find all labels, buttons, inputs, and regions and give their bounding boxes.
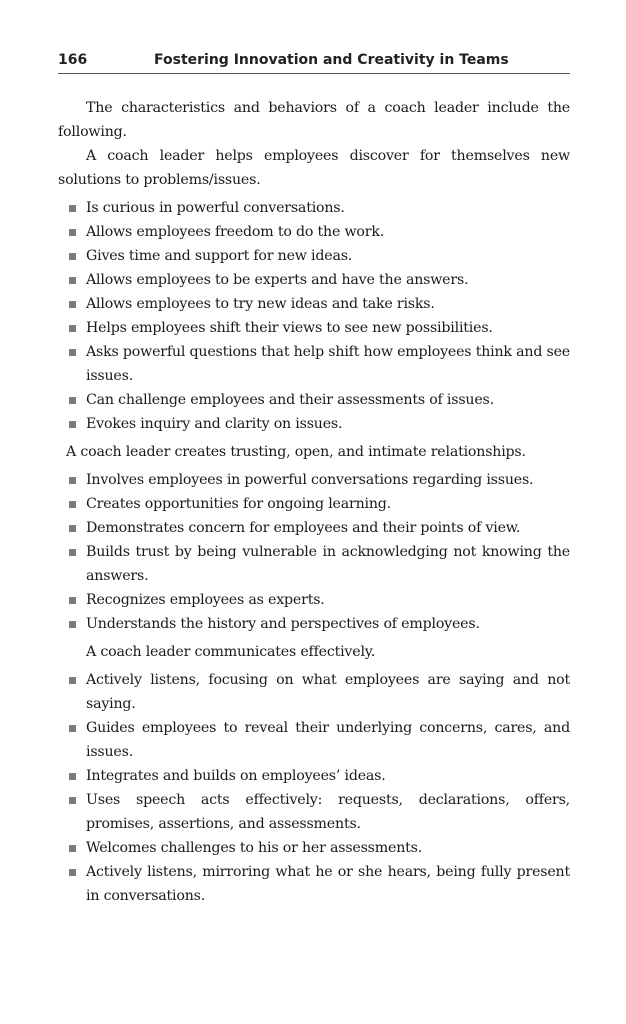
running-header (58, 52, 570, 74)
list-item (58, 540, 570, 588)
list-item-text: Involves employees in powerful conversations regarding issues. (86, 472, 534, 488)
list-item (58, 788, 570, 836)
bullet-square-icon (69, 797, 76, 804)
list-item-text: Demonstrates concern for employees and their points of view. (86, 520, 521, 536)
bullet-square-icon (69, 277, 76, 284)
list-item (58, 716, 570, 764)
list-item-text: Can challenge employees and their assessments of issues. (86, 392, 494, 408)
bullet-square-icon (69, 301, 76, 308)
list-item-text: Understands the history and perspectives of employees. (86, 616, 480, 632)
list-item-text: Allows employees freedom to do the work. (86, 224, 385, 240)
bullet-square-icon (69, 621, 76, 628)
bullet-square-icon (69, 725, 76, 732)
list-item-text: Asks powerful questions that help shift how employees think and see issues. (86, 344, 570, 384)
intro-paragraph-1: The characteristics and behaviors of a coach leader include the following. (58, 100, 570, 140)
book-page (58, 52, 570, 912)
list-item-text: Builds trust by being vulnerable in acknowledging not knowing the answers. (86, 544, 570, 584)
list-item (58, 268, 570, 292)
list-item-text: Gives time and support for new ideas. (86, 248, 353, 264)
list-item (58, 588, 570, 612)
bullet-square-icon (69, 597, 76, 604)
bullet-square-icon (69, 677, 76, 684)
bullet-square-icon (69, 397, 76, 404)
list-item (58, 244, 570, 268)
list-item-text: Helps employees shift their views to see new possibilities. (86, 320, 493, 336)
bullet-list-relationships (58, 468, 570, 636)
bullet-square-icon (69, 845, 76, 852)
list-item-text: Welcomes challenges to his or her assessments. (86, 840, 423, 856)
page-body (58, 96, 570, 908)
list-item (58, 196, 570, 220)
list-item-text: Uses speech acts effectively: requests, declarations, offers, promises, assertions, and assessments. (86, 792, 570, 832)
list-item (58, 316, 570, 340)
bullet-square-icon (69, 773, 76, 780)
list-item-text: Allows employees to try new ideas and take risks. (86, 296, 435, 312)
bullet-square-icon (69, 229, 76, 236)
list-item-text: Creates opportunities for ongoing learning. (86, 496, 391, 512)
list-item (58, 340, 570, 388)
bullet-square-icon (69, 253, 76, 260)
list-item (58, 388, 570, 412)
running-title: Fostering Innovation and Creativity in Teams (154, 52, 509, 68)
list-item (58, 764, 570, 788)
bullet-square-icon (69, 325, 76, 332)
list-item (58, 860, 570, 908)
list-item (58, 516, 570, 540)
bullet-square-icon (69, 501, 76, 508)
section-paragraph-relationships: A coach leader creates trusting, open, and intimate relationships. (66, 444, 526, 460)
list-item-text: Allows employees to be experts and have the answers. (86, 272, 469, 288)
list-item-text: Actively listens, focusing on what employees are saying and not saying. (86, 672, 570, 712)
intro-paragraph-2: A coach leader helps employees discover for themselves new solutions to problems/issues. (58, 148, 570, 188)
bullet-list-solutions (58, 196, 570, 436)
list-item (58, 668, 570, 716)
list-item-text: Actively listens, mirroring what he or she hears, being fully present in conversations. (86, 864, 570, 904)
list-item-text: Recognizes employees as experts. (86, 592, 325, 608)
list-item-text: Evokes inquiry and clarity on issues. (86, 416, 343, 432)
list-item (58, 492, 570, 516)
bullet-square-icon (69, 349, 76, 356)
list-item-text: Integrates and builds on employees’ ideas. (86, 768, 386, 784)
list-item (58, 612, 570, 636)
bullet-square-icon (69, 477, 76, 484)
list-item (58, 468, 570, 492)
bullet-list-communication (58, 668, 570, 908)
bullet-square-icon (69, 549, 76, 556)
bullet-square-icon (69, 421, 76, 428)
bullet-square-icon (69, 525, 76, 532)
list-item-text: Guides employees to reveal their underlying concerns, cares, and issues. (86, 720, 570, 760)
bullet-square-icon (69, 869, 76, 876)
bullet-square-icon (69, 205, 76, 212)
list-item (58, 220, 570, 244)
list-item-text: Is curious in powerful conversations. (86, 200, 345, 216)
list-item (58, 836, 570, 860)
page-number: 166 (58, 52, 88, 68)
list-item (58, 412, 570, 436)
list-item (58, 292, 570, 316)
section-paragraph-communication: A coach leader communicates effectively. (86, 644, 376, 660)
